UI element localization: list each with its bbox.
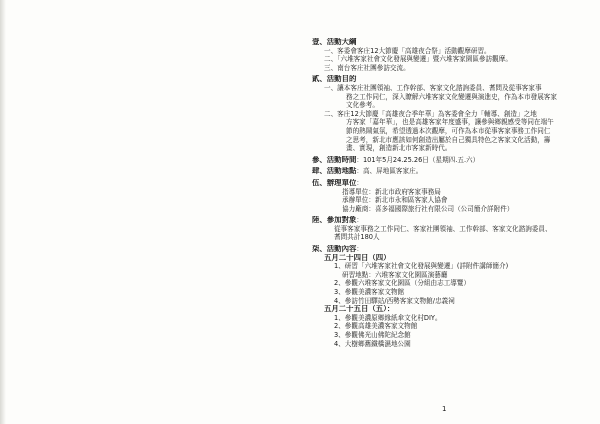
day-2-item-3: 3、參觀佛光山佛陀紀念館 [334,331,411,339]
time-row [312,156,584,165]
purpose-line-6: 節的熱鬧氣氛，希望透過本次觀摩，可作為本市從事客家事務工作同仁 [346,126,551,135]
organizers-row [312,179,584,188]
purpose-line-8: 畫、實現，創造新北市客家新時代。 [346,144,452,153]
location-row [312,167,584,176]
section-heading-purpose: 貳、活動目的 [312,75,357,84]
scan-shadow [0,0,6,424]
day-1-item-3: 2、參觀六堆客家文化園區（分組由志工導覽） [334,279,471,288]
purpose-line-3: 文化參考。 [346,101,379,110]
organizer-partner: 協力廠商：喜多福國際旅行社有限公司（公司簡介詳附件） [342,204,514,213]
day-1-item-4: 3、參觀美濃客家文物館 [334,288,405,297]
participants-line-1: 從事客家事務之工作同仁、客家社團領袖、工作幹部、客家文化諮詢委員、 [334,224,552,233]
day-2-item-4: 4、大樹鄉舊鐵橋濕地公園 [334,339,411,348]
document-body [312,38,584,348]
section-heading-schedule: 柒、活動內容 [312,245,357,254]
day-1-label: 五月二十四日（四） [324,253,391,262]
day-1-item-5: 4、參訪竹田驛站/西勢客家文物館/忠義祠 [334,296,455,305]
day-2-item-1: 1、參觀美濃原鄉緣紙傘文化村DIY。 [334,313,442,322]
organizer-host: 承辦單位：新北市永和區客家人協會 [342,196,448,205]
purpose-line-4: 二、客庄12大節慶「高雄夜合季年華」為客委會全力「輔導、創造」之地 [324,109,537,118]
purpose-line-7: 之思考，新北市應該如何創造出屬於自己獨具特色之客家文化活動，籌 [346,135,551,144]
schedule-row [312,245,584,254]
organizers-colon: ： [356,178,363,187]
day-2-item-2: 2、參觀高雄美濃客家文物館 [334,322,418,331]
section-heading-time: 參、活動時間 [312,155,357,164]
outline-item-3: 三、南台客庄社團參訪交流。 [324,63,410,72]
schedule-colon: ： [356,245,363,254]
outline-item-1: 一、客委會客庄12大節慶「高雄夜合祭」活動觀摩研習。 [324,46,491,55]
day-2-label: 五月二十五日（五）： [324,305,395,314]
section-heading-organizers: 伍、辦理單位 [312,178,357,187]
outline-item-2: 二、「六堆客家社會文化發展與變遷」暨六堆客家園區參訪觀摩。 [324,55,512,64]
time-value: ：101年5月24.25.26日（星期四.五.六） [356,155,480,164]
page-number: 1 [442,405,447,413]
purpose-line-1: 一、讓本客庄社團領袖、工作幹部、客家文化諮詢委員、耆問及從事客家事 [324,83,542,92]
purpose-line-2: 務之工作同仁，深入瞭解六堆客家文化變遷與演進史，作為本市發展客家 [346,92,557,101]
purpose-line-5: 方客家「嘉年華」，也是高雄客家年度盛事，讓參與鄉親感受等同在端午 [346,118,554,127]
location-value: ：高、屏地區客家庄。 [356,167,423,176]
day-1-item-1: 1、研習「六堆客家社會文化發展與變遷」(詳附件講師簡介) [334,262,509,271]
day-1-item-2: 研習地點：六堆客家文化園區演藝廳 [342,270,448,279]
organizer-guidance: 指導單位：新北市政府客家事務局 [342,187,441,196]
section-heading-location: 肆、活動地點 [312,167,357,176]
section-heading-participants: 陸、參加對象 [312,216,357,225]
participants-row [312,216,584,225]
section-heading-outline: 壹、活動大綱 [312,38,357,46]
participants-line-2: 耆問共計180人 [334,233,380,242]
participants-colon: ： [356,216,363,225]
